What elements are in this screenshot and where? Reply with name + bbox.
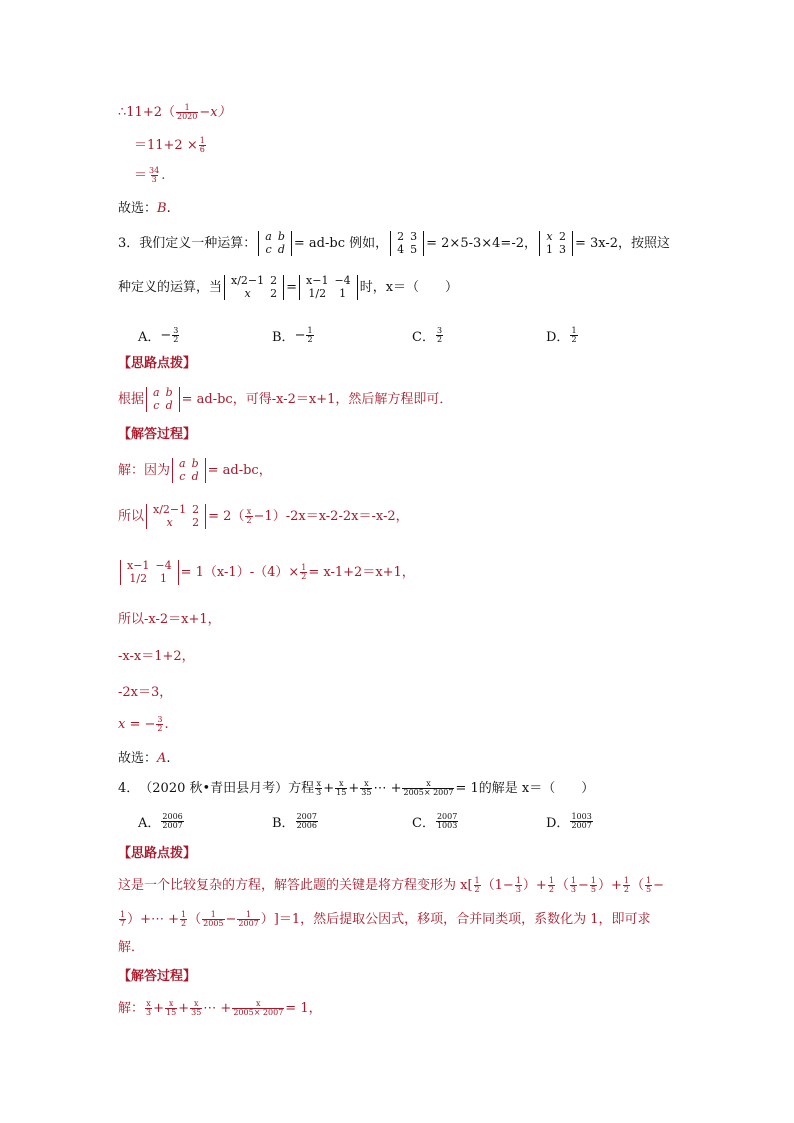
fraction: $\frac{1}{6}$: [199, 136, 205, 155]
determinant: x/2−1 2 x 2: [146, 504, 206, 529]
fraction: $\frac{34}{3}$: [149, 166, 160, 185]
option-a[interactable]: A． − $\frac{3}{2}$: [138, 325, 179, 345]
solution-line-3: x−1 −4 1/2 1 = 1（x-1）-（4）× $\frac{1}{2}$ = x-1+2＝x+1，: [118, 560, 415, 585]
fraction: $\frac{1}{2020}$: [176, 103, 198, 122]
solution-line-6: -2x＝3，: [118, 685, 173, 700]
question-4-line-1: 4． （2020 秋•青田县月考）方程 $\frac{x}{3}$ + $\frac{x}{15}$ + $\frac{x}{35}$ ⋯ + $\frac{x}{2005\times 2007}$ = 1的解是 x＝（ ）: [118, 779, 595, 798]
determinant: a b c d: [146, 387, 180, 412]
option-c[interactable]: C． $\frac{3}{2}$: [412, 325, 443, 345]
think-4-line-3: 解．: [118, 940, 145, 955]
question-3-line-2: 种定义的运算，当 x/2−1 2 x 2 = x−1 −4 1/2 1 时，x＝（ ）: [118, 274, 459, 300]
solution-4-line-1: 解： $\frac{x}{3}$ + $\frac{x}{15}$ + $\frac{x}{35}$ ⋯ + $\frac{x}{2005\times 2007}$ = 1，: [118, 999, 322, 1018]
answer-line-2: 故选： A .: [118, 751, 171, 766]
step-line-1: ∴11+2（ $\frac{1}{2020}$ −x）: [118, 103, 231, 122]
solution-line-7: x = − $\frac{3}{2}$ .: [118, 715, 169, 734]
option-d[interactable]: D． $\frac{1003}{2007}$: [546, 811, 592, 831]
section-heading-think-4: 【思路点拨】: [118, 846, 197, 861]
answer-line-1: 故选： B .: [118, 201, 171, 216]
determinant: 2 3 4 5: [390, 231, 424, 256]
think-4-line-2: $\frac{1}{7}$ ） +⋯ + $\frac{1}{2}$ （ $\frac{1}{2005}$ − $\frac{1}{2007}$ ） ]＝1，然后提取公因式，移项，合并同类项，系数化为 1，即可求: [120, 910, 651, 929]
question-3-line-1: 3． 我们定义一种运算： a b c d = ad-bc 例如， 2 3 4 5 = 2×5-3×4=-2， x 2 1 3 = 3x-2，按照这: [118, 230, 671, 256]
section-heading-solve: 【解答过程】: [118, 427, 197, 442]
determinant: x−1 −4 1/2 1: [299, 275, 358, 300]
option-c[interactable]: C． $\frac{2007}{1003}$: [412, 811, 458, 831]
solution-line-4: 所以-x-2＝x+1，: [118, 612, 221, 627]
step-line-2: ＝11+2 × $\frac{1}{6}$: [134, 136, 205, 155]
determinant: a b c d: [258, 231, 292, 256]
think-line: 根据 a b c d = ad-bc，可得-x-2＝x+1，然后解方程即可．: [118, 386, 453, 412]
determinant: x/2−1 2 x 2: [224, 275, 284, 300]
option-b[interactable]: B． − $\frac{1}{2}$: [272, 325, 313, 345]
solution-line-2: 所以 x/2−1 2 x 2 = 2（ $\frac{x}{2}$ −1）-2x＝x-2-2x＝-x-2，: [118, 503, 409, 529]
option-b[interactable]: B． $\frac{2007}{2006}$: [272, 811, 317, 831]
step-line-3: ＝ $\frac{34}{3}$ .: [134, 166, 166, 185]
section-heading-solve-4: 【解答过程】: [118, 969, 197, 984]
determinant: a b c d: [172, 458, 206, 483]
determinant: x 2 1 3: [539, 231, 573, 256]
solution-line-5: -x-x＝1+2，: [118, 649, 195, 664]
determinant: x−1 −4 1/2 1: [120, 560, 179, 585]
think-4-line-1: 这是一个比较复杂的方程，解答此题的关键是将方程变形为 x[ $\frac{1}{2}$ （1− $\frac{1}{3}$ ）+ $\frac{1}{2}$ （ $\frac{1}{3}$ − $\frac{1}{5}$ ）+ $\frac{1}{2}$ （ $\frac{1}{5}$ −: [118, 876, 665, 895]
option-d[interactable]: D． $\frac{1}{2}$: [546, 325, 577, 345]
option-a[interactable]: A． $\frac{2006}{2007}$: [138, 811, 183, 831]
solution-line-1: 解：因为 a b c d = ad-bc，: [118, 457, 272, 483]
section-heading-think: 【思路点拨】: [118, 356, 197, 371]
